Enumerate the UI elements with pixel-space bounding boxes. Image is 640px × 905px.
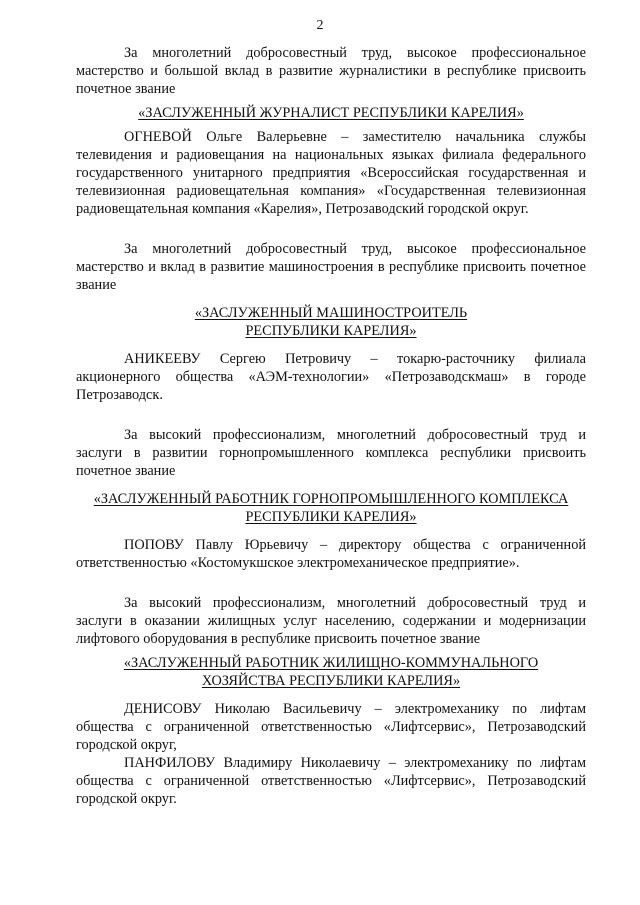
awardee-popov: ПОПОВУ Павлу Юрьевичу – директору общества с ограниченной ответственностью «Костомукшское электромеханическое предприятие». [76,537,586,571]
award-title-line: ХОЗЯЙСТВА РЕСПУБЛИКИ КАРЕЛИЯ» [201,673,461,689]
awardee-denisov: ДЕНИСОВУ Николаю Васильевичу – электромеханику по лифтам общества с ограниченной ответственностью «Лифтсервис», Петрозаводский городской округ, [76,701,586,753]
awardee-ogneva: ОГНЕВОЙ Ольге Валерьевне – заместителю начальника службы телевидения и радиовещания на национальных языках филиала федерального государственного унитарного предприятия «Всероссийская государственная и телевизионная радиовещательная компания» «Государственная телевизионная радиовещательная компания «Карелия», Петрозаводский городской округ. [76,129,586,217]
award-title-line: РЕСПУБЛИКИ КАРЕЛИЯ» [245,509,417,525]
award-intro-housing: За высокий профессионализм, многолетний добросовестный труд и заслуги в оказании жилищных услуг населению, содержании и модернизации лифтового оборудования в республике присвоить почетное звание [76,595,586,647]
award-title-journalist [76,104,586,122]
award-title-line: РЕСПУБЛИКИ КАРЕЛИЯ» [245,323,417,339]
awardee-anikeev: АНИКЕЕВУ Сергею Петровичу – токарю-расточнику филиала акционерного общества «АЭМ-технологии» «Петрозаводскмаш» в городе Петрозаводск. [76,351,586,403]
award-intro-journalist: За многолетний добросовестный труд, высокое профессиональное мастерство и большой вклад в развитие журналистики в республике присвоить почетное звание [76,45,586,97]
award-title-line: «ЗАСЛУЖЕННЫЙ ЖУРНАЛИСТ РЕСПУБЛИКИ КАРЕЛИЯ» [138,105,524,121]
award-title-mining [76,490,586,526]
award-title-line: «ЗАСЛУЖЕННЫЙ РАБОТНИК ЖИЛИЩНО-КОММУНАЛЬНОГО [123,655,539,671]
award-title-line: «ЗАСЛУЖЕННЫЙ МАШИНОСТРОИТЕЛЬ [194,305,468,321]
award-title-line: «ЗАСЛУЖЕННЫЙ РАБОТНИК ГОРНОПРОМЫШЛЕННОГО КОМПЛЕКСА [93,491,569,507]
award-title-housing [76,654,586,690]
page-number: 2 [316,18,324,33]
awardee-panfilov: ПАНФИЛОВУ Владимиру Николаевичу – электромеханику по лифтам общества с ограниченной ответственностью «Лифтсервис», Петрозаводский городской округ. [76,755,586,807]
award-intro-mining: За высокий профессионализм, многолетний добросовестный труд и заслуги в развитии горнопромышленного комплекса республики присвоить почетное звание [76,427,586,479]
award-title-machine-builder [76,304,586,340]
document-body [76,44,586,808]
award-intro-machine-builder: За многолетний добросовестный труд, высокое профессиональное мастерство и вклад в развитие машиностроения в республике присвоить почетное звание [76,241,586,293]
